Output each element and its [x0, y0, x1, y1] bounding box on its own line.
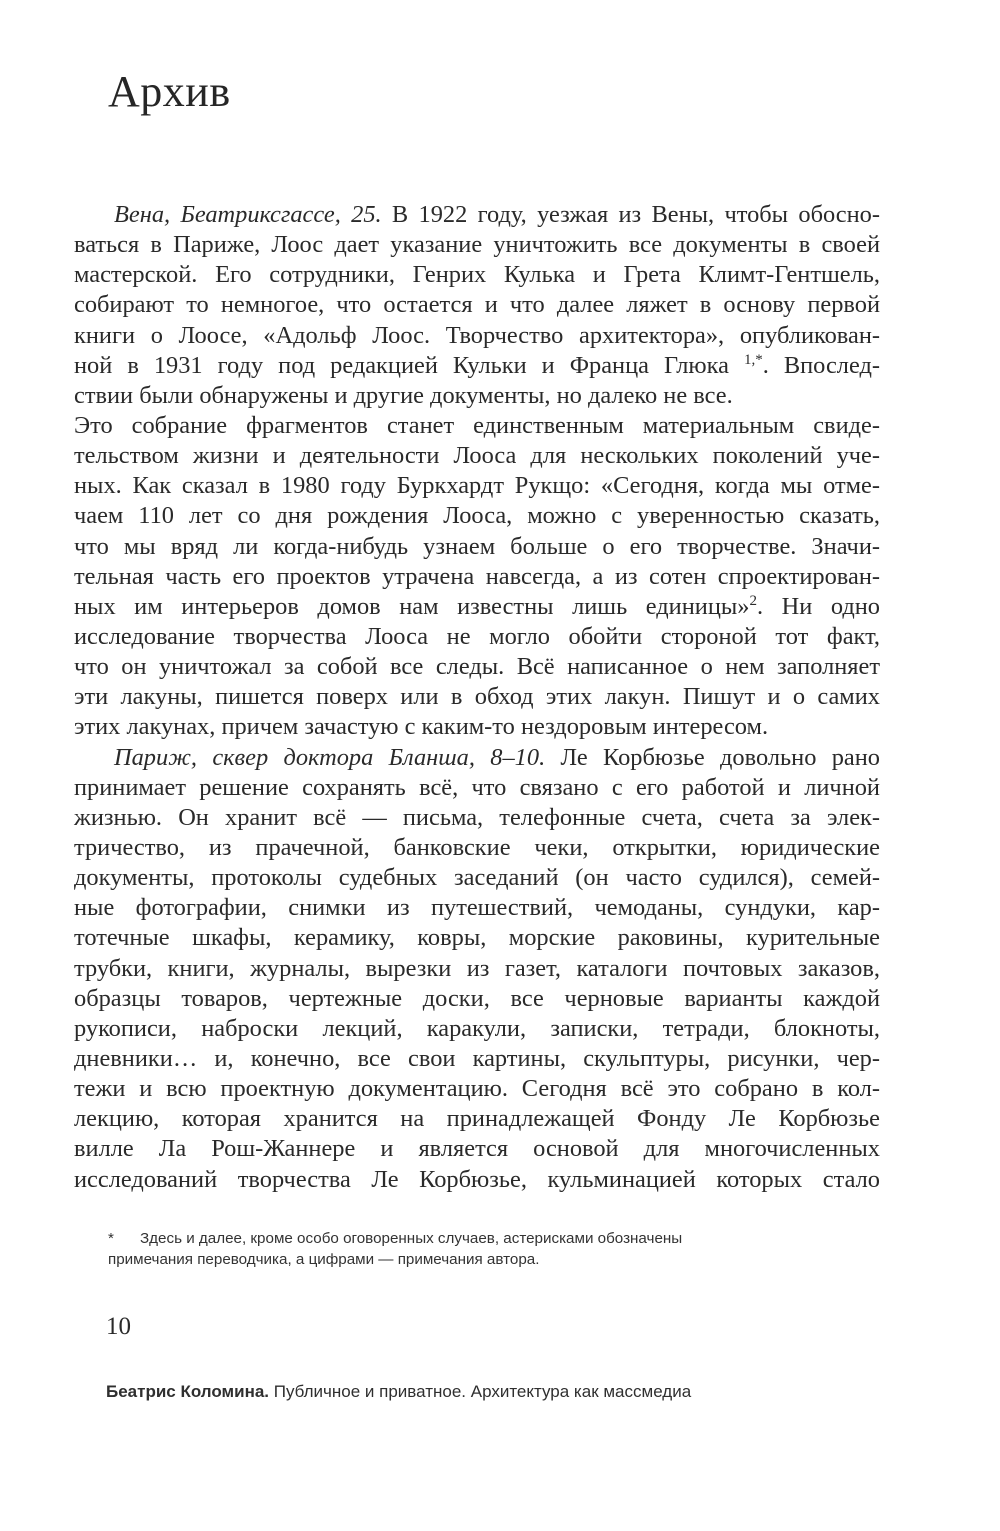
text-line: ных. Как сказал в 1980 году Буркхардт Рукщо: «Сегодня, когда мы отме- — [74, 472, 880, 500]
text-line: Это собрание фрагментов станет единственным материальным свиде- — [74, 411, 880, 439]
text-line: исследований творчества Ле Корбюзье, кульминацией которых стало — [74, 1165, 880, 1193]
footnote-text: Здесь и далее, кроме особо оговоренных случаев, астерисками обозначены — [140, 1230, 683, 1247]
text-line: исследование творчества Лооса не могло обойти стороной тот факт, — [74, 622, 880, 650]
chapter-title: Архив — [108, 67, 231, 116]
text-line: тричество, из прачечной, банковские чеки, открытки, юридические — [74, 833, 880, 861]
place-heading-vienna: Вена, Беатриксгассе, 25. — [114, 201, 382, 228]
text-line: ные фотографии, снимки из путешествий, чемоданы, сундуки, кар- — [74, 894, 880, 922]
text-line — [74, 200, 880, 230]
text-line: эти лакуны, пишется поверх или в обход этих лакун. Пишут и о самих — [74, 683, 880, 711]
text-line: принимает решение сохранять всё, что связано с его работой и личной — [74, 773, 880, 801]
text-fragment: . Ни одно — [756, 592, 880, 620]
footer-author: Беатрис Коломина. — [106, 1382, 270, 1401]
text-line: образцы товаров, чертежные доски, все черновые варианты каждой — [74, 984, 880, 1012]
text-line: тельством жизни и деятельности Лооса для нескольких поколений уче- — [74, 442, 880, 470]
text-line: тежи и всю проектную документацию. Сегодня всё это собрано в кол- — [74, 1075, 880, 1103]
text-line: что мы вряд ли когда-нибудь узнаем больше о его творчестве. Значи- — [74, 532, 880, 560]
text-line: ствии были обнаружены и другие документы, но далеко не все. — [74, 381, 733, 409]
text-fragment: ной в 1931 году под редакцией Кульки и Франца Глюка — [74, 351, 744, 379]
page-number: 10 — [106, 1313, 131, 1340]
text-line: жизнью. Он хранит всё — письма, телефонные счета, счета за элек- — [74, 803, 880, 831]
running-footer — [106, 1381, 691, 1403]
text-line — [74, 351, 880, 381]
text-line: мастерской. Его сотрудники, Генрих Кулька и Грета Климт-Гентшель, — [74, 261, 880, 289]
text-line: рукописи, наброски лекций, каракули, записки, тетради, блокноты, — [74, 1014, 880, 1042]
footnote-line — [108, 1228, 848, 1249]
footnote-line: примечания переводчика, а цифрами — примечания автора. — [108, 1251, 540, 1268]
body-text — [74, 200, 880, 1195]
text-line: что он уничтожал за собой все следы. Всё написанное о нем заполняет — [74, 653, 880, 681]
text-line: чаем 110 лет со дня рождения Лооса, можно с уверенностью сказать, — [74, 502, 880, 530]
text-line: этих лакунах, причем зачастую с каким-то нездоровым интересом. — [74, 713, 769, 741]
text-line — [74, 592, 880, 622]
text-line: дневники… и, конечно, все свои картины, скульптуры, рисунки, чер- — [74, 1044, 880, 1072]
text-line: собирают то немногое, что остается и что далее ляжет в основу первой — [74, 291, 880, 319]
place-heading-paris: Париж, сквер доктора Бланша, 8–10. — [114, 743, 546, 771]
text-line: тельная часть его проектов утрачена навсегда, а из сотен спроектирован- — [74, 562, 880, 590]
footer-book-title: Публичное и приватное. Архитектура как массмедиа — [269, 1382, 692, 1401]
text-fragment: . Впослед- — [762, 351, 880, 379]
text-line: лекцию, которая хранится на принадлежащей Фонду Ле Корбюзье — [74, 1105, 880, 1133]
footnote-reference: 1,* — [743, 351, 763, 368]
text-line: вилле Ла Рош-Жаннере и является основой для многочисленных — [74, 1135, 880, 1163]
text-line — [74, 743, 880, 773]
footnote-reference: 2 — [749, 592, 757, 609]
footnote — [108, 1228, 848, 1270]
text-line: книги о Лоосе, «Адольф Лоос. Творчество архитектора», опубликован- — [74, 321, 880, 349]
text-fragment: В 1922 году, уезжая из Вены, чтобы обосно- — [381, 201, 880, 228]
footnote-asterisk: * — [108, 1230, 114, 1247]
text-line: тотечные шкафы, керамику, ковры, морские раковины, курительные — [74, 924, 880, 952]
text-line: ваться в Париже, Лоос дает указание уничтожить все документы в своей — [74, 231, 880, 259]
text-fragment: Ле Корбюзье довольно рано — [545, 743, 880, 771]
text-line: трубки, книги, журналы, вырезки из газет, каталоги почтовых заказов, — [74, 954, 880, 982]
text-fragment: ных им интерьеров домов нам известны лишь единицы» — [74, 592, 750, 620]
text-line: документы, протоколы судебных заседаний (он часто судился), семей- — [74, 864, 880, 892]
